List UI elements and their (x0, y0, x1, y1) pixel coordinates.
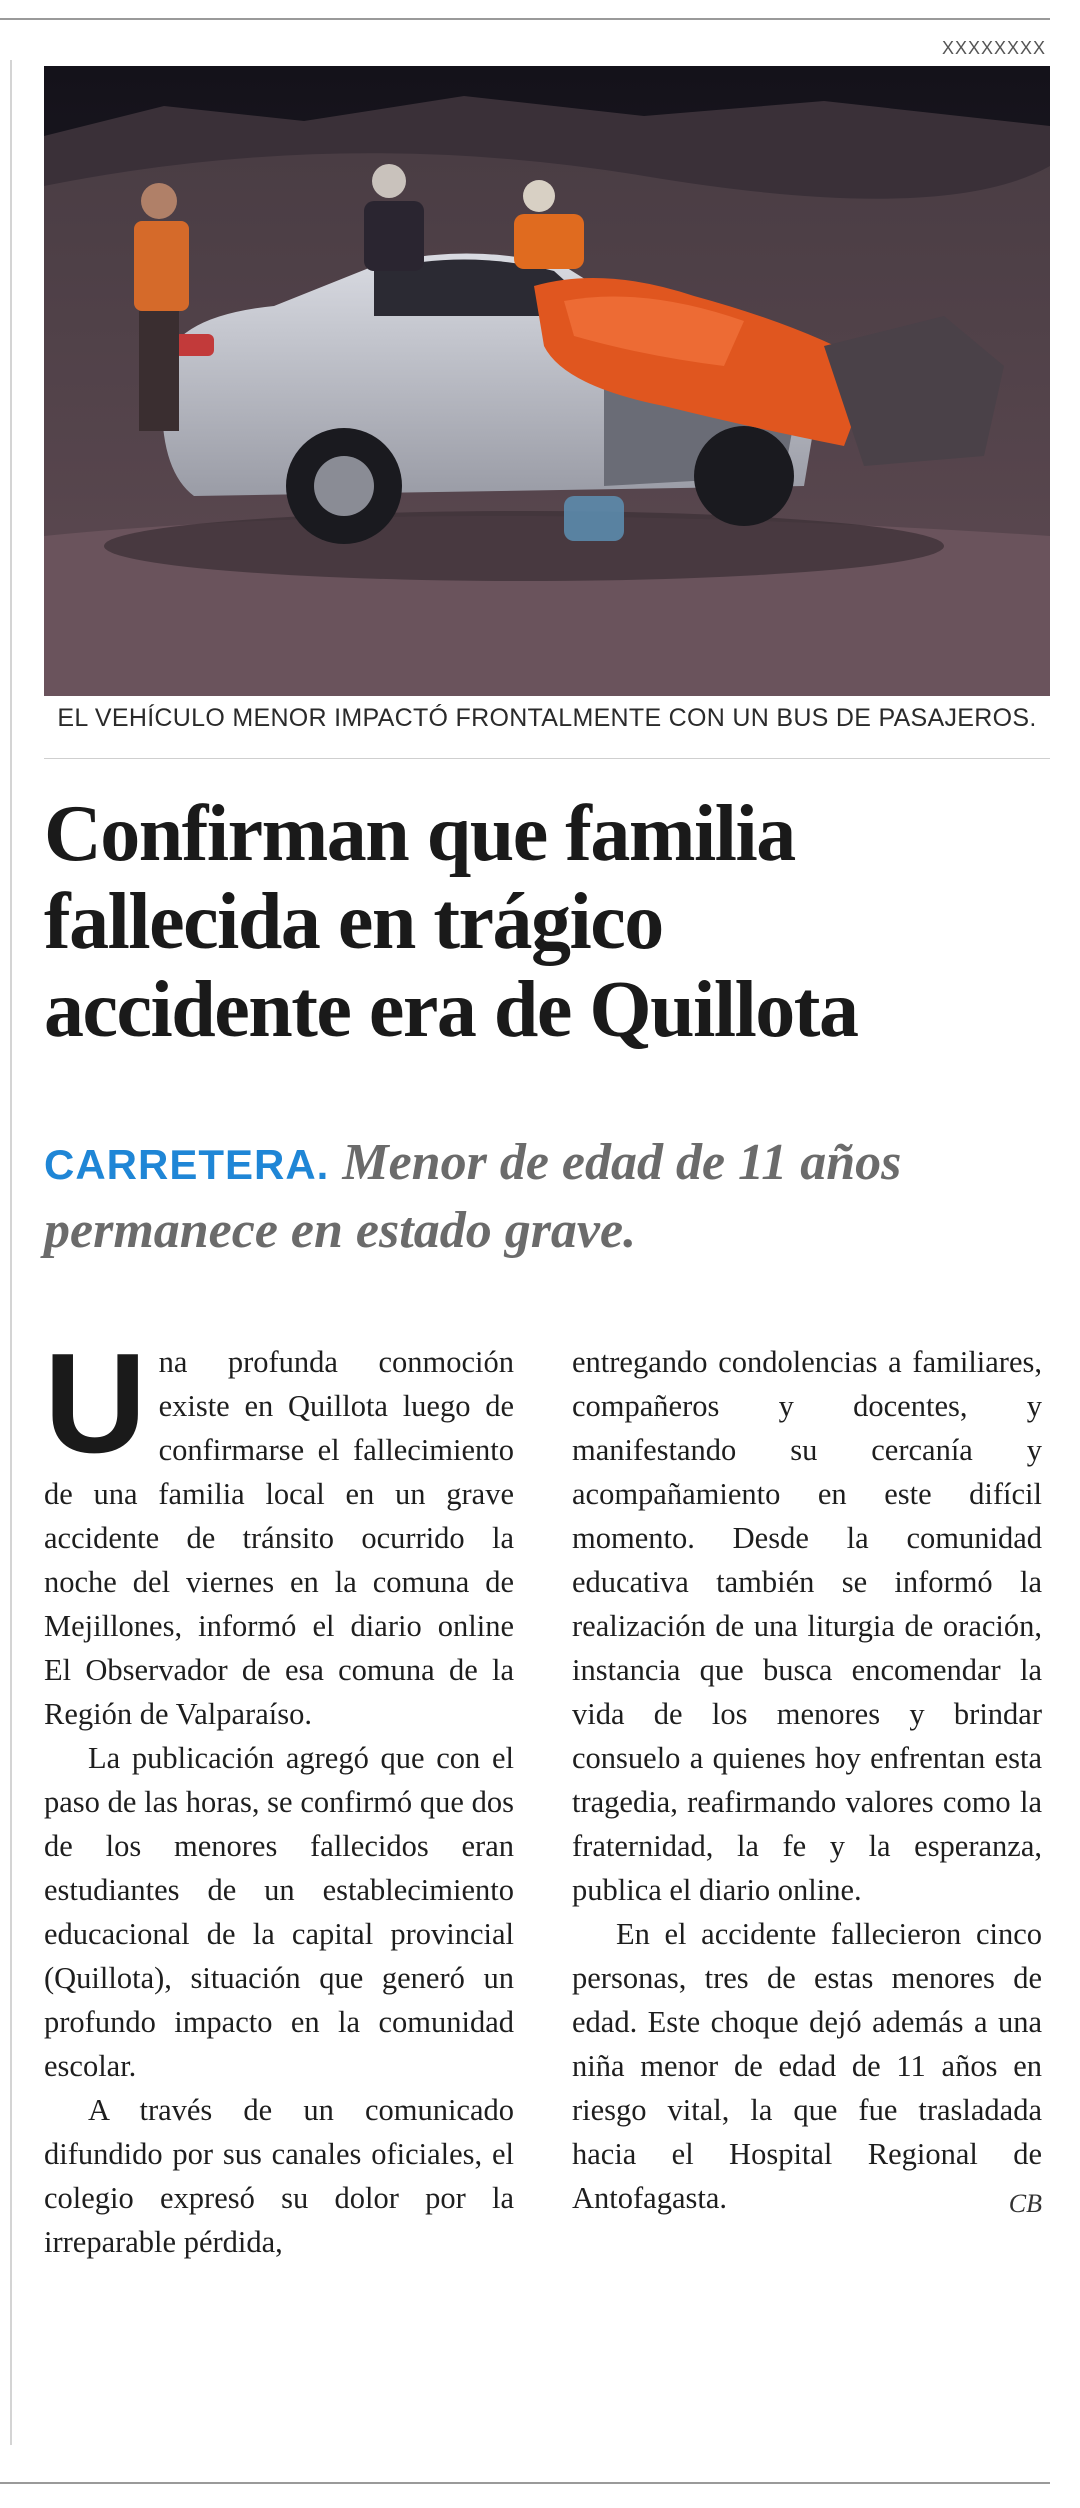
top-rule (0, 18, 1050, 20)
section-tag: XXXXXXXX (941, 38, 1046, 58)
article-column-1 (44, 1324, 514, 2264)
accident-photo (44, 66, 1050, 696)
caption-divider (44, 758, 1050, 759)
headline-line-3: accidente era de Quillota (44, 966, 858, 1054)
end-mark: CB (1008, 2189, 1042, 2218)
left-column-rule (10, 60, 12, 2445)
paragraph-2: La publicación agregó que con el paso de las horas, se confirmó que dos de los menores fallecidos eran estudiantes de un establecimiento educacional de la capital provincial (Quillota), situación que generó un profundo impacto en la comunidad escolar. (44, 1741, 514, 2083)
article-column-2 (572, 1340, 1042, 2226)
paragraph-4 (572, 1912, 1042, 2220)
paragraph-1-text: na profunda conmoción existe en Quillota luego de confirmarse el fallecimiento de una familia local en un grave accidente de tránsito ocurrido la noche del viernes en la comuna de Mejillones, informó el diario online El Observador de esa comuna de la Región de Valparaíso. (44, 1345, 514, 1731)
headline-line-1: Confirman que familia (44, 790, 795, 878)
paragraph-4-text: En el accidente fallecieron cinco personas, tres de estas menores de edad. Este choque dejó además a una niña menor de edad de 11 años en riesgo vital, la que fue trasladada hacia el Hospital Regional de Antofagasta. (572, 1917, 1042, 2215)
paragraph-1 (44, 1324, 514, 1736)
subhead-kicker: CARRETERA. (44, 1141, 330, 1188)
paragraph-3-start: A través de un comunicado difundido por sus canales oficiales, el colegio expresó su dolor por la irreparable pérdida, (44, 2093, 514, 2259)
headline (44, 790, 1054, 1054)
photo-crashed-car-night (44, 66, 1050, 696)
bottom-rule (0, 2482, 1050, 2484)
paragraph-3-continued: entregando condolencias a familiares, compañeros y docentes, y manifestando su cercanía y acompañamiento en este difícil momento. Desde la comunidad educativa también se informó la realización de una liturgia de oración, instancia que busca encomendar la vida de los menores y brindar consuelo a quienes hoy enfrentan esta tragedia, reafirmando valores como la fraternidad, la fe y la esperanza, publica el diario online. (572, 1345, 1042, 1907)
subhead-text: Menor de edad de 11 años permanece en estado grave. (44, 1134, 902, 1259)
headline-line-2: fallecida en trágico (44, 878, 663, 966)
drop-cap: U (44, 1324, 147, 1483)
subheadline (44, 1130, 1054, 1264)
photo-caption: EL VEHÍCULO MENOR IMPACTÓ FRONTALMENTE CON UN BUS DE PASAJEROS. (57, 704, 1037, 732)
